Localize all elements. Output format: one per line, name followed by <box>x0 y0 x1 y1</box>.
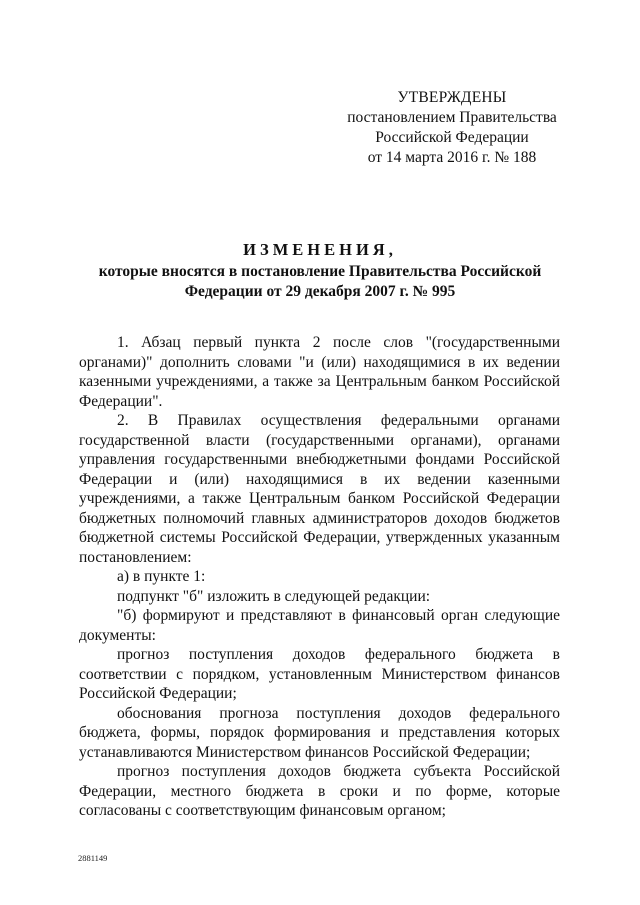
paragraph: подпункт "б" изложить в следующей редакции: <box>117 587 431 605</box>
document-subtitle: которые вносятся в постановление Правительства Российской Федерации от 29 декабря 2007 г. № 995 <box>98 263 542 300</box>
approval-heading: УТВЕРЖДЕНЫ <box>397 89 507 106</box>
paragraph: а) в пункте 1: <box>117 568 206 585</box>
paragraph: 2. В Правилах осуществления федеральными органами государственной власти (государственными органами), органами управления государственными внебюджетными фондами Российской Федерации и (или) находящимися в их ведении казенными учреждениями, а также Центральным банком Российской Федерации бюджетных полномочий главных администраторов доходов бюджетов бюджетной системы Российской Федерации, утвержденных указанным постановлением: <box>79 412 560 566</box>
approval-line-country: Российской Федерации <box>375 129 529 146</box>
approval-line-resolution: постановлением Правительства <box>347 109 557 126</box>
paragraph: прогноз поступления доходов федерального бюджета в соответствии с порядком, установленным Министерством финансов Российской Федерации; <box>79 646 560 702</box>
document-code: 2881149 <box>78 853 108 863</box>
paragraph: прогноз поступления доходов бюджета субъекта Российской Федерации, местного бюджета в сроки и по форме, которые согласованы с соответствующим финансовым органом; <box>79 763 560 819</box>
paragraph: "б) формируют и представляют в финансовый орган следующие документы: <box>79 607 560 644</box>
approval-line-date-number: от 14 марта 2016 г. № 188 <box>367 149 537 166</box>
document-body <box>79 333 560 821</box>
paragraph: 1. Абзац первый пункта 2 после слов "(государственными органами)" дополнить словами "и (или) находящимися в их ведении казенными учреждениями, а также за Центральным банком Российской Федерации". <box>79 334 560 410</box>
approval-stamp <box>336 88 568 168</box>
paragraph: обоснования прогноза поступления доходов федерального бюджета, формы, порядок формирования и представления которых устанавливаются Министерством финансов Российской Федерации; <box>79 704 560 761</box>
document-title: ИЗМЕНЕНИЯ, <box>243 240 397 259</box>
